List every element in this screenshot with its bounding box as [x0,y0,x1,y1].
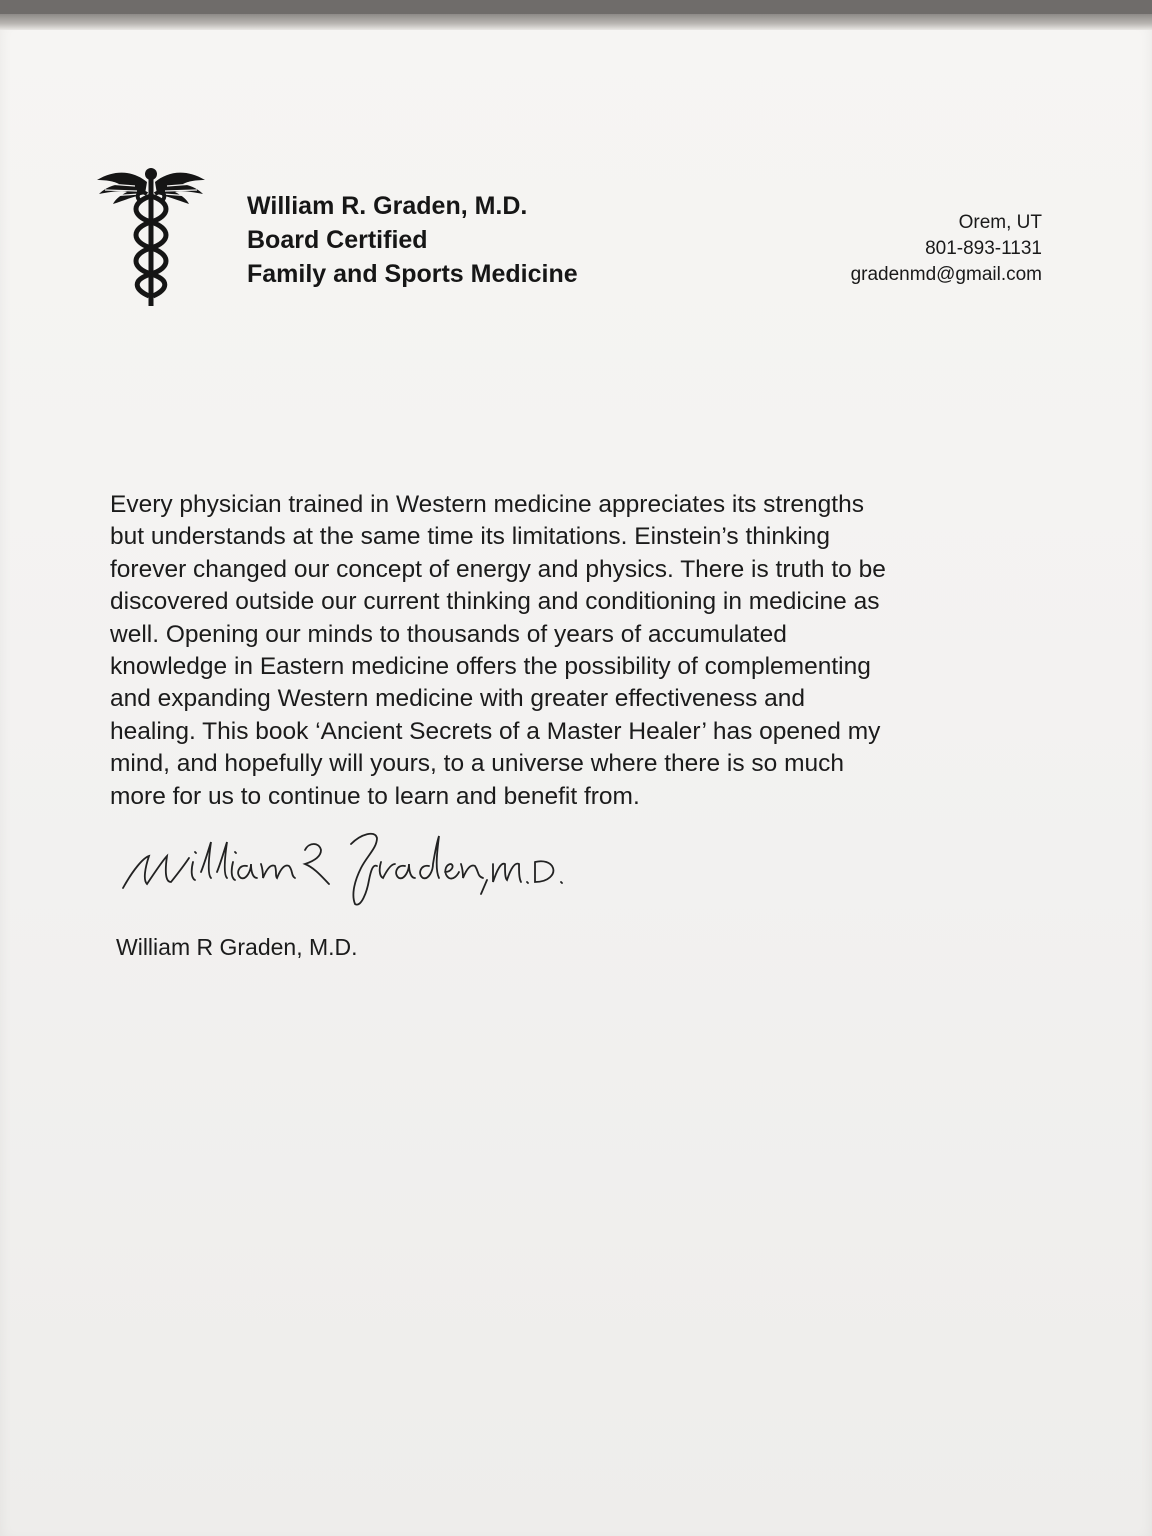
letter-body [110,489,1030,813]
letter-line: knowledge in Eastern medicine offers the possibility of complementing [110,653,871,681]
letter-line: more for us to continue to learn and benefit from. [110,782,640,810]
contact-phone: 801-893-1131 [925,238,1042,259]
letter-line: mind, and hopefully will yours, to a universe where there is so much [110,750,844,778]
letterhead [247,189,578,291]
specialty: Family and Sports Medicine [247,260,578,288]
caduceus-icon [95,162,207,310]
doctor-name: William R. Graden, M.D. [247,192,528,220]
letter-line: discovered outside our current thinking and conditioning in medicine as [110,588,880,616]
handwritten-signature [115,822,565,912]
letter-line: Every physician trained in Western medicine appreciates its strengths [110,491,864,518]
letter-line: and expanding Western medicine with greater effectiveness and [110,685,806,713]
certification: Board Certified [247,226,428,254]
letter-line: but understands at the same time its limitations. Einstein’s thinking [110,523,830,551]
contact-block [851,210,1042,288]
paper-top-edge [0,14,1152,30]
contact-email: gradenmd@gmail.com [850,264,1042,285]
letter-line: forever changed our concept of energy and physics. There is truth to be [110,555,886,583]
contact-location: Orem, UT [958,212,1042,233]
letter-line: healing. This book ‘Ancient Secrets of a Master Healer’ has opened my [110,717,881,745]
letter-line: well. Opening our minds to thousands of years of accumulated [110,620,787,648]
typed-signature-name: William R Graden, M.D. [116,934,358,960]
letter-page [0,14,1152,1536]
